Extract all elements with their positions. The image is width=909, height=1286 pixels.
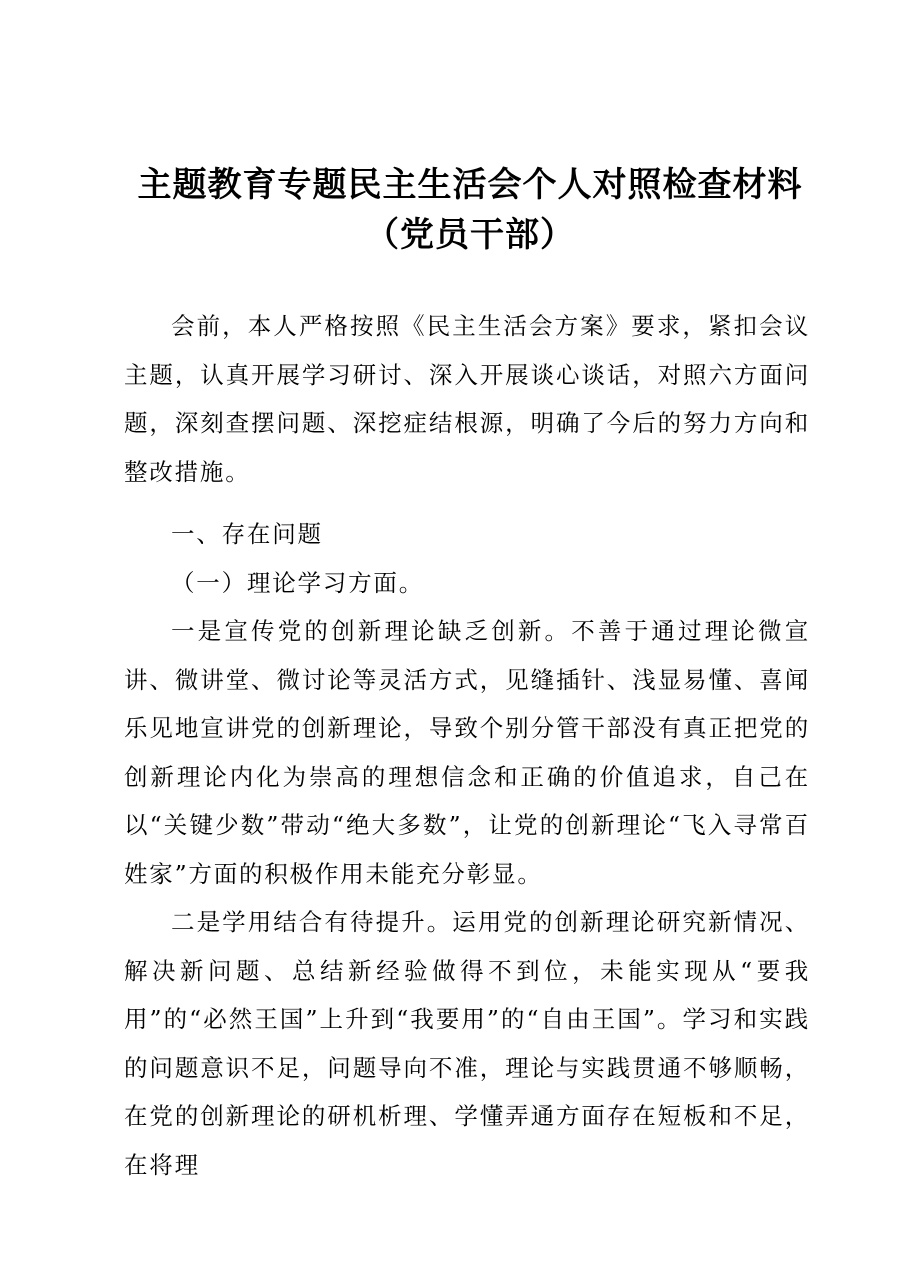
body-paragraph: 二是学用结合有待提升。运用党的创新理论研究新情况、解决新问题、总结新经验做得不到位，未能实现从“要我用”的“必然王国”上升到“我要用”的“自由王国”。学习和实践的问题意识不足，问题导向不准，理论与实践贯通不够顺畅，在党的创新理论的研机析理、学懂弄通方面存在短板和不足，在将理	[124, 908, 810, 1179]
intro-paragraph: 会前，本人严格按照《民主生活会方案》要求，紧扣会议主题，认真开展学习研讨、深入开展谈心谈话，对照六方面问题，深刻查摆问题、深挖症结根源，明确了今后的努力方向和整改措施。	[124, 312, 810, 486]
document-title: 主题教育专题民主生活会个人对照检查材料（党员干部）	[137, 165, 803, 255]
document-body	[124, 302, 810, 1189]
section-heading: 一、存在问题	[171, 520, 323, 548]
subsection-heading: （一）理论学习方面。	[171, 568, 424, 597]
body-paragraph: 一是宣传党的创新理论缺乏创新。不善于通过理论微宣讲、微讲堂、微讨论等灵活方式，见缝插针、浅显易懂、喜闻乐见地宣讲党的创新理论，导致个别分管干部没有真正把党的创新理论内化为崇高的理想信念和正确的价值追求，自己在以“关键少数”带动“绝大多数”，让党的创新理论“飞入寻常百姓家”方面的积极作用未能充分彰显。	[124, 617, 810, 888]
